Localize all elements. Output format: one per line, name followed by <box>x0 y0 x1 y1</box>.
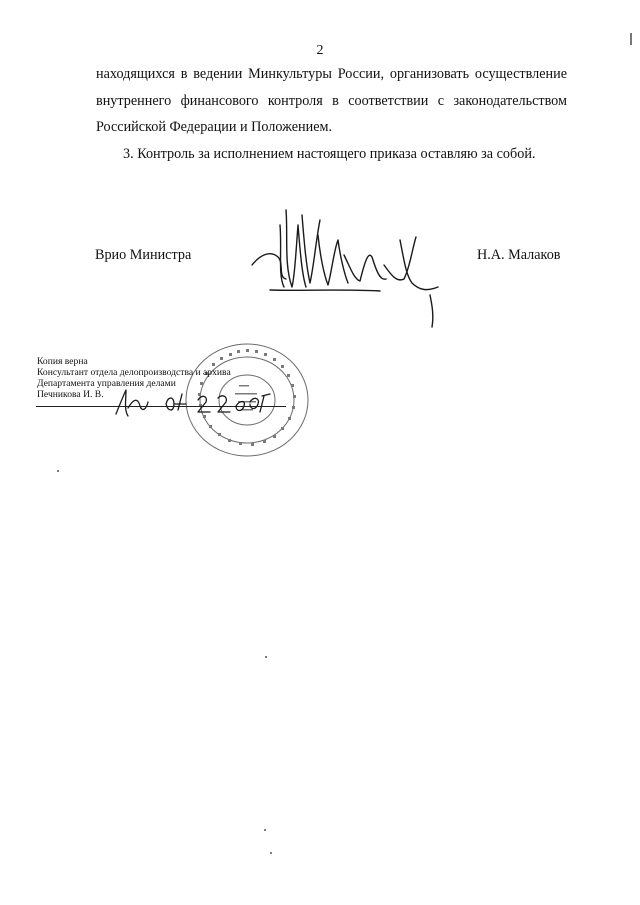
signatory-name: Н.А. Малаков <box>477 247 561 263</box>
clause-3: 3. Контроль за исполнением настоящего приказа оставляю за собой. <box>123 146 536 162</box>
copy-line-4: Печникова И. В. <box>37 389 104 400</box>
copy-handwritten-signature-date <box>112 384 282 424</box>
scan-speck <box>264 829 266 831</box>
scan-speck <box>57 470 59 472</box>
paragraph-line-1: находящихся в ведении Минкультуры России, организовать осуществление <box>96 66 567 82</box>
paragraph-line-2: внутреннего финансового контроля в соответствии с законодательством <box>96 93 567 109</box>
handwritten-signature <box>240 195 450 330</box>
scan-speck <box>270 852 272 854</box>
scan-edge-mark <box>630 33 632 45</box>
page-number: 2 <box>316 43 324 58</box>
copy-line-3: Департамента управления делами <box>37 378 176 389</box>
copy-line-2: Консультант отдела делопроизводства и архива <box>37 367 231 378</box>
scan-speck <box>265 656 267 658</box>
signatory-role: Врио Министра <box>95 247 192 263</box>
copy-line-1: Копия верна <box>37 356 88 367</box>
paragraph-line-3: Российской Федерации и Положением. <box>96 119 333 135</box>
